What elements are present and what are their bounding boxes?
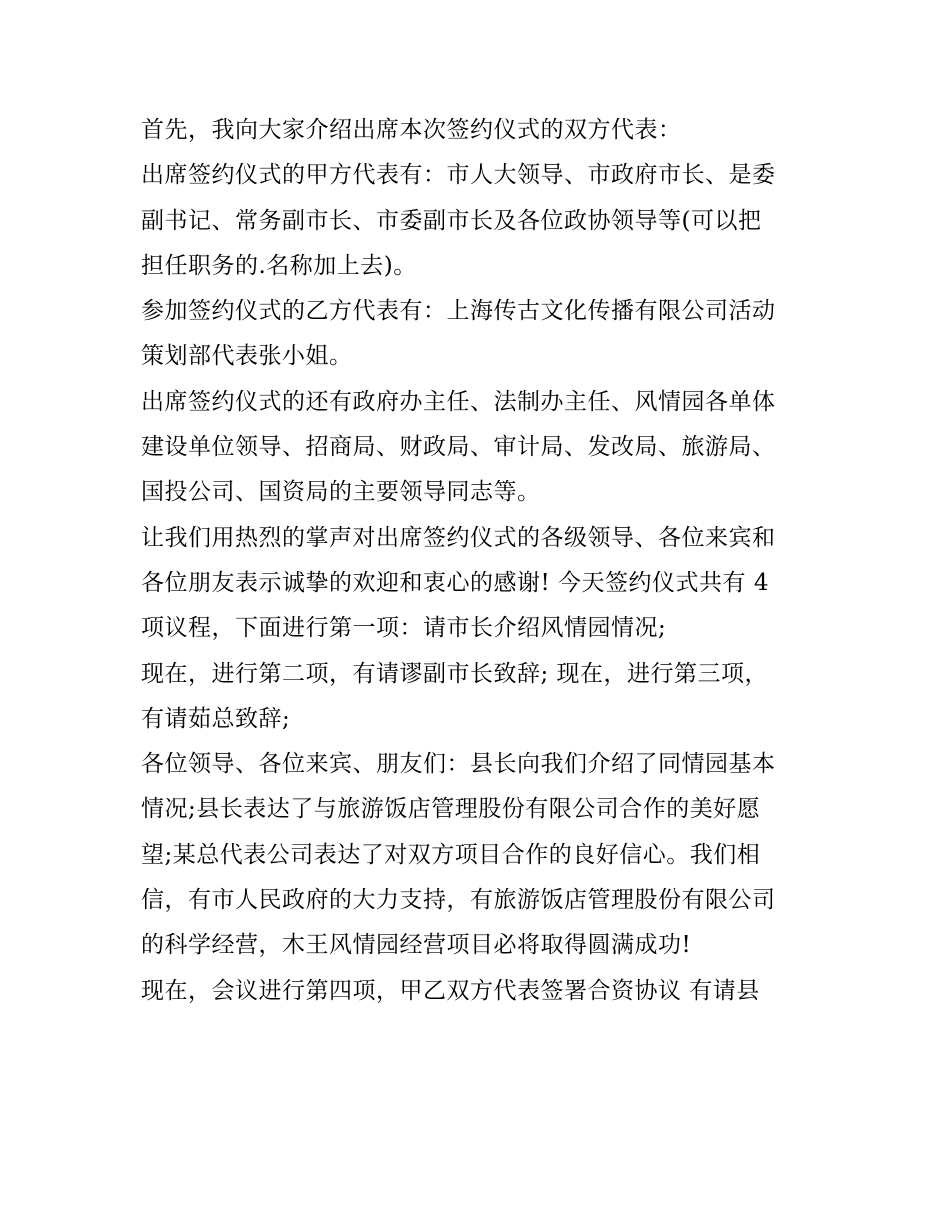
text-line: 首先，我向大家介绍出席本次签约仪式的双方代表： (141, 117, 682, 143)
text-line: 有请茹总致辞; (141, 705, 291, 732)
document-body (141, 108, 821, 1014)
text-line: 现在，进行第二项，有请谬副市长致辞; 现在，进行第三项， (141, 660, 769, 687)
text-line: 出席签约仪式的甲方代表有：市人大领导、市政府市长、是委 (141, 162, 776, 189)
text-line: 的科学经营，木王风情园经营项目必将取得圆满成功! (141, 932, 692, 959)
text-line: 出席签约仪式的还有政府办主任、法制办主任、风情园各单体 (141, 388, 776, 415)
text-line: 各位领导、各位来宾、朋友们：县长向我们介绍了同情园基本 (141, 751, 776, 778)
text-line: 担任职务的.名称加上去)。 (141, 252, 417, 279)
text-line: 现在，会议进行第四项，甲乙双方代表签署合资协议 有请县 (141, 977, 760, 1004)
text-line: 国投公司、国资局的主要领导同志等。 (141, 479, 541, 506)
text-line: 项议程，下面进行第一项：请市长介绍风情园情况; (141, 615, 667, 642)
text-line: 参加签约仪式的乙方代表有：上海传古文化传播有限公司活动 (141, 298, 776, 325)
text-line: 各位朋友表示诚挚的欢迎和衷心的感谢! 今天签约仪式共有 4 (141, 569, 769, 596)
text-line: 让我们用热烈的掌声对出席签约仪式的各级领导、各位来宾和 (141, 524, 776, 551)
text-line: 建设单位领导、招商局、财政局、审计局、发改局、旅游局、 (141, 434, 776, 461)
text-line: 信，有市人民政府的大力支持，有旅游饭店管理股份有限公司 (141, 887, 776, 914)
text-line: 望;某总代表公司表达了对双方项目合作的良好信心。我们相 (141, 841, 761, 868)
text-line: 策划部代表张小姐。 (141, 343, 353, 370)
text-line: 情况;县长表达了与旅游饭店管理股份有限公司合作的美好愿 (141, 796, 761, 823)
text-line: 副书记、常务副市长、市委副市长及各位政协领导等(可以把 (141, 207, 762, 234)
